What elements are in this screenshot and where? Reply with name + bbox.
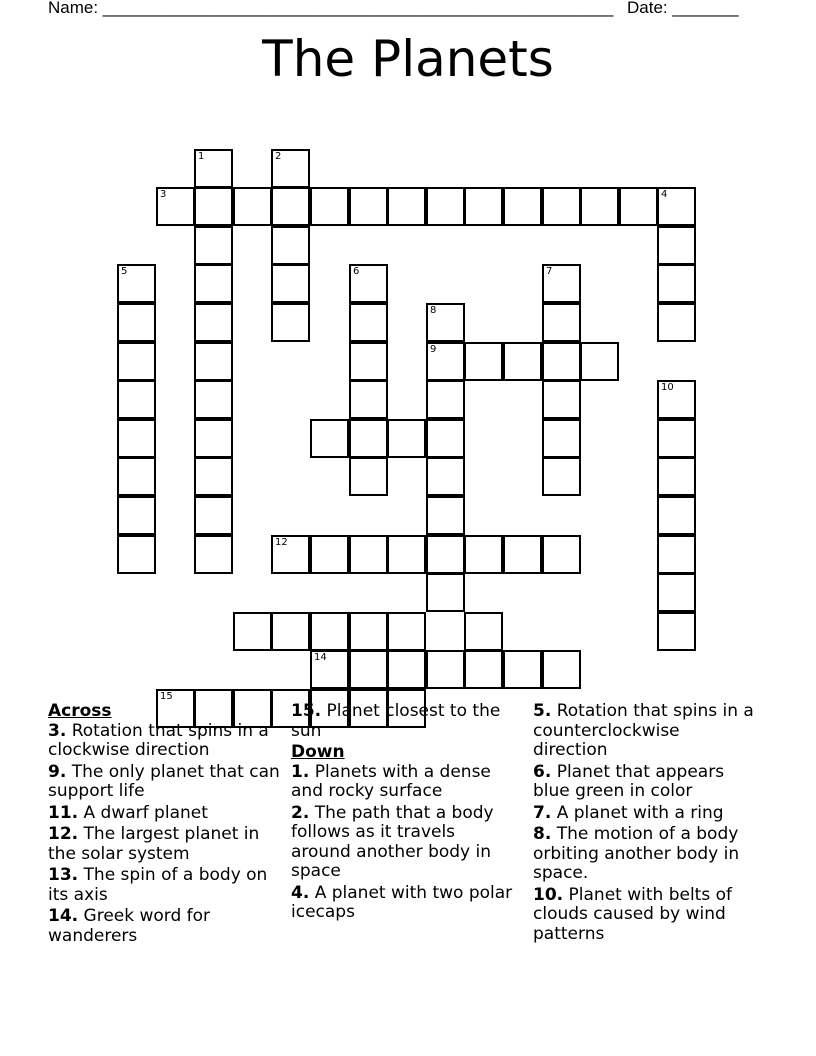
grid-cell[interactable] [349, 187, 388, 226]
clue-number: 12. [48, 824, 79, 844]
clue-number: 2. [291, 802, 310, 823]
grid-cell[interactable] [349, 650, 388, 689]
grid-cell[interactable] [349, 380, 388, 419]
clue-text: The spin of a body on its axis [48, 865, 268, 905]
grid-cell[interactable] [464, 535, 503, 574]
grid-cell[interactable] [503, 342, 542, 381]
clue-number: 4. [291, 882, 310, 903]
grid-cell[interactable] [310, 612, 349, 651]
down-clues-column [533, 702, 758, 946]
grid-cell[interactable] [271, 226, 310, 265]
clue-text: A planet with a ring [551, 802, 724, 823]
down-clue-list [291, 763, 519, 923]
grid-cell[interactable] [194, 226, 233, 265]
grid-cell[interactable] [310, 187, 349, 226]
grid-cell[interactable] [194, 149, 233, 188]
clue-number: 15. [291, 701, 322, 721]
grid-cell[interactable] [117, 380, 156, 419]
grid-cell[interactable] [117, 496, 156, 535]
across-clue-list-continued [291, 702, 519, 741]
grid-cell[interactable] [271, 149, 310, 188]
grid-cell[interactable] [233, 187, 272, 226]
clue-text: Planet that appears blue green in color [533, 761, 725, 801]
grid-cell[interactable] [194, 419, 233, 458]
clue-item [48, 907, 280, 946]
grid-cell[interactable] [271, 264, 310, 303]
grid-cell[interactable] [657, 187, 696, 226]
grid-cell[interactable] [349, 419, 388, 458]
clue-number: 5. [533, 701, 552, 721]
grid-cell[interactable] [657, 419, 696, 458]
grid-cell[interactable] [503, 650, 542, 689]
clue-number: 13. [48, 865, 79, 885]
grid-cell[interactable] [503, 535, 542, 574]
grid-cell[interactable] [542, 650, 581, 689]
grid-cell[interactable] [271, 612, 310, 651]
clue-item [291, 884, 519, 923]
grid-cell[interactable] [349, 342, 388, 381]
grid-cell[interactable] [156, 187, 195, 226]
clue-text: A dwarf planet [78, 802, 208, 823]
grid-cell[interactable] [387, 419, 426, 458]
grid-cell[interactable] [271, 535, 310, 574]
across-clues-column [48, 702, 280, 948]
clue-number: 11. [48, 802, 79, 823]
grid-cell[interactable] [387, 187, 426, 226]
grid-cell[interactable] [426, 457, 465, 496]
grid-cell[interactable] [310, 650, 349, 689]
clue-number-label: 10 [661, 382, 674, 393]
clue-text: The only planet that can support life [48, 761, 280, 801]
grid-cell[interactable] [657, 226, 696, 265]
grid-cell[interactable] [117, 303, 156, 342]
grid-cell[interactable] [194, 342, 233, 381]
clue-text: The largest planet in the solar system [48, 824, 260, 864]
clue-text: A planet with two polar icecaps [291, 882, 513, 922]
grid-cell[interactable] [194, 187, 233, 226]
grid-cell[interactable] [426, 650, 465, 689]
clue-number-label: 4 [661, 189, 668, 200]
clue-number: 8. [533, 824, 552, 844]
grid-cell[interactable] [117, 264, 156, 303]
grid-cell[interactable] [310, 419, 349, 458]
grid-cell[interactable] [503, 187, 542, 226]
date-field-label: Date: _______ [627, 0, 739, 17]
across-heading: Across [48, 701, 112, 721]
grid-cell[interactable] [349, 535, 388, 574]
grid-cell[interactable] [349, 303, 388, 342]
clue-item [291, 702, 519, 741]
clue-number: 9. [48, 761, 67, 782]
grid-cell[interactable] [194, 303, 233, 342]
clue-number-label: 7 [546, 266, 553, 277]
clue-number-label: 8 [430, 305, 437, 316]
grid-cell[interactable] [233, 612, 272, 651]
clue-text: Greek word for wanderers [48, 906, 211, 946]
grid-cell[interactable] [464, 612, 503, 651]
grid-cell[interactable] [426, 342, 465, 381]
clue-number: 10. [533, 884, 564, 905]
grid-cell[interactable] [657, 303, 696, 342]
clue-item [48, 763, 280, 802]
page-title: The Planets [262, 30, 554, 88]
grid-cell[interactable] [194, 380, 233, 419]
grid-cell[interactable] [194, 457, 233, 496]
grid-cell[interactable] [117, 535, 156, 574]
grid-cell[interactable] [349, 612, 388, 651]
grid-cell[interactable] [464, 650, 503, 689]
clue-number: 6. [533, 761, 552, 782]
grid-cell[interactable] [542, 457, 581, 496]
clue-number: 1. [291, 761, 310, 782]
grid-cell[interactable] [464, 187, 503, 226]
clue-item [533, 804, 758, 824]
clue-item [533, 886, 758, 945]
grid-cell[interactable] [657, 380, 696, 419]
clue-number-label: 2 [275, 151, 282, 162]
grid-cell[interactable] [426, 303, 465, 342]
clue-item [291, 804, 519, 882]
grid-cell[interactable] [542, 187, 581, 226]
down-heading: Down [291, 742, 345, 762]
grid-cell[interactable] [542, 535, 581, 574]
grid-cell[interactable] [619, 187, 658, 226]
clue-number: 14. [48, 906, 79, 926]
grid-cell[interactable] [426, 419, 465, 458]
grid-cell[interactable] [426, 573, 465, 612]
grid-cell[interactable] [194, 535, 233, 574]
clue-item [533, 763, 758, 802]
grid-cell[interactable] [194, 264, 233, 303]
clue-text: Planet closest to the sun [291, 701, 501, 741]
grid-cell[interactable] [117, 342, 156, 381]
grid-cell[interactable] [657, 573, 696, 612]
clue-text: The path that a body follows as it travels around another body in space [291, 802, 494, 881]
grid-cell[interactable] [657, 612, 696, 651]
clue-item [533, 825, 758, 884]
grid-cell[interactable] [426, 187, 465, 226]
grid-cell[interactable] [657, 264, 696, 303]
across-clue-list [48, 722, 280, 947]
grid-cell[interactable] [387, 612, 426, 651]
clue-number-label: 6 [353, 266, 360, 277]
clue-item [48, 825, 280, 864]
grid-cell[interactable] [426, 496, 465, 535]
grid-cell[interactable] [542, 342, 581, 381]
grid-cell[interactable] [542, 264, 581, 303]
grid-cell[interactable] [387, 650, 426, 689]
grid-cell[interactable] [657, 457, 696, 496]
clue-item [48, 866, 280, 905]
grid-cell[interactable] [310, 535, 349, 574]
grid-cell[interactable] [387, 535, 426, 574]
grid-cell[interactable] [580, 342, 619, 381]
grid-cell[interactable] [542, 380, 581, 419]
clue-number-label: 1 [198, 151, 205, 162]
grid-cell[interactable] [542, 419, 581, 458]
grid-cell[interactable] [580, 187, 619, 226]
grid-cell[interactable] [542, 303, 581, 342]
clue-number-label: 15 [160, 691, 173, 702]
clue-text: The motion of a body orbiting another body in space. [533, 824, 740, 883]
clue-text: Planet with belts of clouds caused by wind patterns [533, 884, 732, 944]
clue-number-label: 12 [275, 537, 288, 548]
grid-cell[interactable] [194, 496, 233, 535]
grid-cell[interactable] [426, 380, 465, 419]
clue-number-label: 3 [160, 189, 167, 200]
clue-item [533, 702, 758, 761]
clue-text: Planets with a dense and rocky surface [291, 761, 491, 801]
grid-cell[interactable] [657, 535, 696, 574]
clue-text: Rotation that spins in a clockwise direction [48, 720, 269, 760]
grid-cell[interactable] [426, 535, 465, 574]
clue-text: Rotation that spins in a counterclockwise direction [533, 701, 754, 760]
grid-cell[interactable] [271, 303, 310, 342]
grid-cell[interactable] [349, 457, 388, 496]
grid-cell[interactable] [349, 264, 388, 303]
clue-item [291, 763, 519, 802]
mixed-clues-column [291, 702, 519, 925]
down-clue-list-continued [533, 702, 758, 944]
grid-cell[interactable] [117, 419, 156, 458]
clue-number: 7. [533, 802, 552, 823]
clue-item [48, 804, 280, 824]
grid-cell[interactable] [464, 342, 503, 381]
grid-cell[interactable] [117, 457, 156, 496]
grid-cell[interactable] [657, 496, 696, 535]
clue-number-label: 5 [121, 266, 128, 277]
clue-number-label: 9 [430, 344, 437, 355]
clue-number-label: 14 [314, 652, 327, 663]
grid-cell[interactable] [271, 187, 310, 226]
clue-item [48, 722, 280, 761]
clue-number: 3. [48, 720, 67, 741]
name-field-label: Name: ______________________________________________________ [48, 0, 614, 17]
